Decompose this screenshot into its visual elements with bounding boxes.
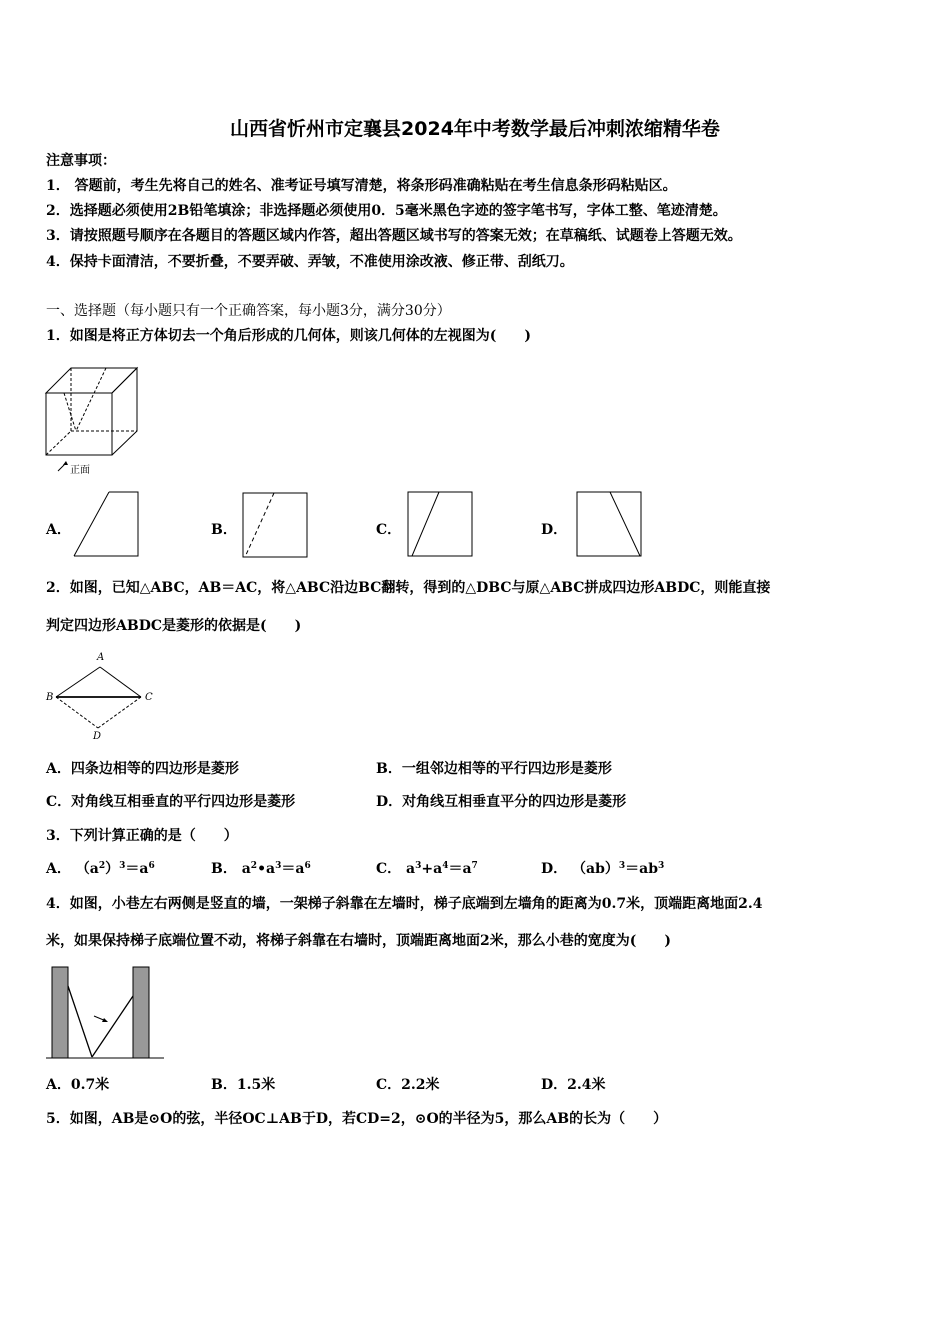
question-1-text: 1．如图是将正方体切去一个角后形成的几何体，则该几何体的左视图为( ) [46, 328, 531, 344]
option-d-label: D． [541, 522, 568, 538]
option-a-label: A． [46, 522, 71, 538]
q4-option-a: A．0.7米 [46, 1077, 110, 1093]
question-4-line2: 米，如果保持梯子底端位置不动，将梯子斜靠在右墙时，顶端距离地面2米，那么小巷的宽度为( ) [46, 933, 671, 949]
option-c-figure [407, 491, 473, 557]
note-item: 1． 答题前，考生先将自己的姓名、准考证号填写清楚，将条形码准确粘贴在考生信息条形码粘贴区。 [46, 178, 677, 194]
q2-option-a: A．四条边相等的四边形是菱形 [46, 761, 239, 777]
q3-option-a: A． $(a^2)^3=a^6$ [46, 861, 155, 877]
question-5-text: 5．如图，AB是⊙O的弦，半径OC⊥AB于D，若CD=2，⊙O的半径为5，那么AB的长为（ ） [46, 1111, 668, 1127]
page-title: 山西省忻州市定襄县2024年中考数学最后冲刺浓缩精华卷 [230, 118, 720, 140]
notes-heading: 注意事项： [46, 153, 116, 169]
option-d-figure [576, 491, 642, 557]
q4-option-b: B．1.5米 [211, 1077, 276, 1093]
figure-label-front: 正面 [70, 465, 90, 476]
q2-option-c: C．对角线互相垂直的平行四边形是菱形 [46, 794, 296, 810]
option-c-label: C． [376, 522, 402, 538]
q4-option-c: C．2.2米 [376, 1077, 440, 1093]
section-heading: 一、选择题（每小题只有一个正确答案，每小题3分，满分30分） [46, 303, 451, 319]
q2-option-b: B．一组邻边相等的平行四边形是菱形 [376, 761, 612, 777]
note-item: 2．选择题必须使用2B铅笔填涂；非选择题必须使用0．5毫米黑色字迹的签字笔书写，字体工整、笔迹清楚。 [46, 203, 727, 219]
point-label-c: C [145, 692, 153, 703]
point-label-d: D [93, 731, 102, 742]
q2-option-d: D．对角线互相垂直平分的四边形是菱形 [376, 794, 627, 810]
point-label-b: B [46, 692, 54, 703]
q3-option-d: D． $(ab)^3=ab^3$ [541, 861, 665, 877]
question-4-line1: 4．如图，小巷左右两侧是竖直的墙，一架梯子斜靠在左墙时，梯子底端到左墙角的距离为0.7米，顶端距离地面2.4 [46, 896, 763, 912]
q4-option-d: D．2.4米 [541, 1077, 606, 1093]
q3-option-c: C． $a^3+a^4=a^7$ [376, 861, 478, 877]
question-2-line2: 判定四边形ABDC是菱形的依据是( ) [46, 618, 302, 634]
option-b-figure [242, 492, 308, 558]
option-a-figure [73, 491, 139, 557]
note-item: 4．保持卡面清洁，不要折叠，不要弄破、弄皱，不准使用涂改液、修正带、刮纸刀。 [46, 254, 574, 270]
note-item: 3．请按照题号顺序在各题目的答题区域内作答，超出答题区域书写的答案无效；在草稿纸、试题卷上答题无效。 [46, 228, 742, 244]
option-b-label: B． [211, 522, 237, 538]
question-3-text: 3．下列计算正确的是（ ） [46, 828, 238, 844]
question-2-line1: 2．如图，已知△ABC，AB＝AC，将△ABC沿边BC翻转，得到的△DBC与原△ABC拼成四边形ABDC，则能直接 [46, 580, 771, 596]
cube-figure [44, 365, 144, 475]
q3-option-b: B． $a^2•a^3=a^6$ [211, 861, 311, 877]
point-label-a: A [97, 652, 105, 663]
alley-ladder-figure [44, 966, 168, 1061]
